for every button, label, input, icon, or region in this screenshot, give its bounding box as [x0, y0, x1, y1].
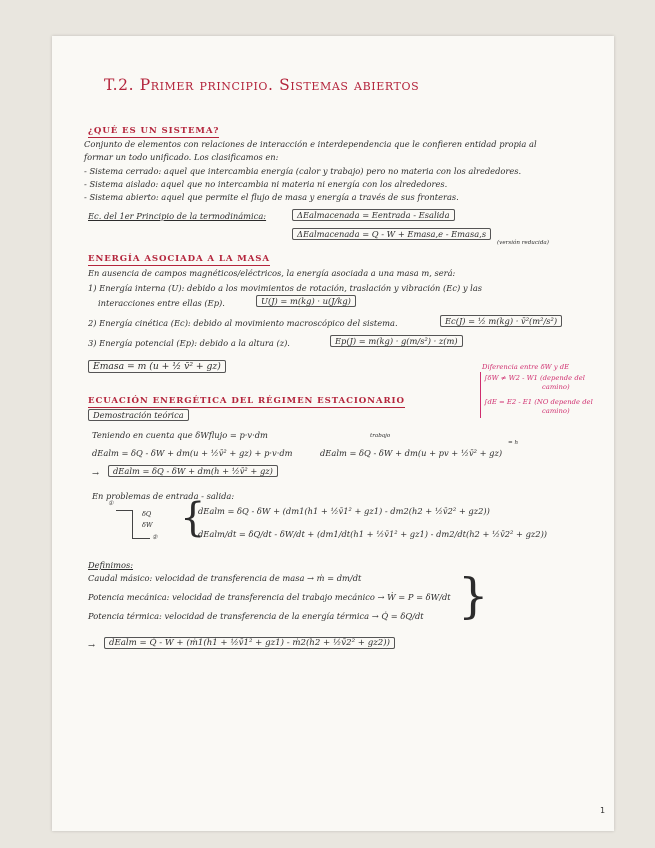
- potential-energy-text: 3) Energía potencial (Ep): debido a la altura (z).: [88, 338, 290, 348]
- sketch-work: δW: [142, 521, 153, 529]
- internal-energy-equation: U(J) = m(kg) · u(J/kg): [256, 295, 356, 307]
- flow-work-note: trabajo: [370, 433, 391, 439]
- definition-thermal-power: Potencia térmica: velocidad de transferencia de la energía térmica → Q̇ = δQ/dt: [88, 611, 424, 621]
- demo-label: Demostración teórica: [88, 409, 189, 421]
- side-note-line-1: ∫δW ≠ W2 - W1 (depende del: [484, 374, 585, 382]
- definition-mass-flow: Caudal másico: velocidad de transferencia de masa → ṁ = dm/dt: [88, 573, 362, 583]
- side-note-bar: [480, 372, 481, 418]
- io-equation-1: dEalm = δQ - δW + (dm1(h1 + ½v̄1² + gz1) - dm2(h2 + ½v̄2² + gz2)): [198, 506, 490, 516]
- definition-line-1: Conjunto de elementos con relaciones de interacción e interdependencia que le confieren entidad propia al: [84, 139, 537, 149]
- brace: {: [180, 495, 206, 541]
- notebook-page: [52, 36, 614, 831]
- arrow: →: [88, 640, 95, 650]
- definition-mechanical-power: Potencia mecánica: velocidad de transferencia del trabajo mecánico → Ẇ = P = δW/dt: [88, 592, 451, 602]
- section-heading-steady-state: ECUACIÓN ENERGÉTICA DEL RÉGIMEN ESTACIONARIO: [88, 396, 405, 406]
- internal-energy-text: 1) Energía interna (U): debido a los movimientos de rotación, traslación y vibración (Ec) y las: [88, 283, 483, 293]
- control-volume-sketch: [108, 502, 180, 546]
- list-item: - Sistema abierto: aquel que permite el flujo de masa y energía a través de sus fronteras.: [84, 192, 459, 202]
- inlet-label: ①: [108, 500, 114, 507]
- kinetic-energy-text: 2) Energía cinética (Ec): debido al movimiento macroscópico del sistema.: [88, 318, 398, 328]
- mass-energy-equation: Emasa = m (u + ½ v̄² + gz): [88, 360, 226, 373]
- enthalpy-note: = h: [508, 440, 519, 446]
- side-note-line-1b: camino): [542, 383, 570, 391]
- derivation-line-2: dEalm = δQ - δW + dm(h + ½v̄² + gz): [108, 465, 278, 477]
- definitions-heading: Definimos:: [88, 560, 134, 570]
- flow-work-text: Teniendo en cuenta que δWflujo = p·v·dm: [92, 430, 268, 440]
- potential-energy-equation: Ep(J) = m(kg) · g(m/s²) · z(m): [330, 335, 463, 347]
- derivation-line-1: dEalm = δQ - δW + dm(u + ½v̄² + gz) + p·v·dm: [92, 448, 293, 458]
- reduced-version-note: (versión reducida): [497, 240, 549, 246]
- arrow: →: [92, 468, 99, 478]
- final-energy-equation: dEalm = Q̇ - Ẇ + (ṁ1(h1 + ½v̄1² + gz1) - ṁ2(h2 + ½v̄2² + gz2)): [104, 637, 395, 649]
- section-heading-system: ¿QUÉ ES UN SISTEMA?: [88, 126, 220, 136]
- list-item: - Sistema cerrado: aquel que intercambia energía (calor y trabajo) pero no materia con los alrededores.: [84, 166, 522, 176]
- kinetic-energy-equation: Ec(J) = ½ m(kg) · v̄²(m²/s²): [440, 315, 562, 327]
- side-note-line-2: ∫dE = E2 - E1 (NO depende del: [484, 398, 593, 406]
- list-item: - Sistema aislado: aquel que no intercambia ni materia ni energía con los alrededores.: [84, 179, 448, 189]
- mass-energy-intro: En ausencia de campos magnéticos/eléctricos, la energía asociada a una masa m, será:: [88, 268, 456, 278]
- section-heading-mass-energy: ENERGÍA ASOCIADA A LA MASA: [88, 254, 270, 264]
- first-law-label: Ec. del 1er Principio de la termodinámica:: [88, 211, 267, 221]
- side-note-line-2b: camino): [542, 407, 570, 415]
- side-note-title: Diferencia entre δW y dE: [482, 363, 570, 371]
- derivation-line-1-right: dEalm = δQ - δW + dm(u + pv + ½v̄² + gz): [320, 448, 503, 458]
- io-problems-text: En problemas de entrada - salida:: [92, 491, 235, 501]
- page-number: 1: [600, 806, 606, 815]
- closing-brace: }: [458, 568, 489, 624]
- definition-line-2: formar un todo unificado. Los clasificamos en:: [84, 152, 279, 162]
- equation-energy-balance: ΔEalmacenada = Eentrada - Esalida: [292, 209, 455, 221]
- io-equation-2: dEalm/dt = δQ/dt - δW/dt + (dm1/dt(h1 + ½v̄1² + gz1) - dm2/dt(h2 + ½v̄2² + gz2)): [198, 529, 548, 539]
- page-title: T.2. Primer principio. Sistemas abiertos: [104, 76, 420, 94]
- sketch-heat: δQ: [142, 510, 152, 518]
- equation-energy-balance-reduced: ΔEalmacenada = Q - W + Emasa,e - Emasa,s: [292, 228, 491, 240]
- outlet-label: ②: [152, 534, 158, 541]
- internal-energy-text-2: interacciones entre ellas (Ep).: [98, 298, 225, 308]
